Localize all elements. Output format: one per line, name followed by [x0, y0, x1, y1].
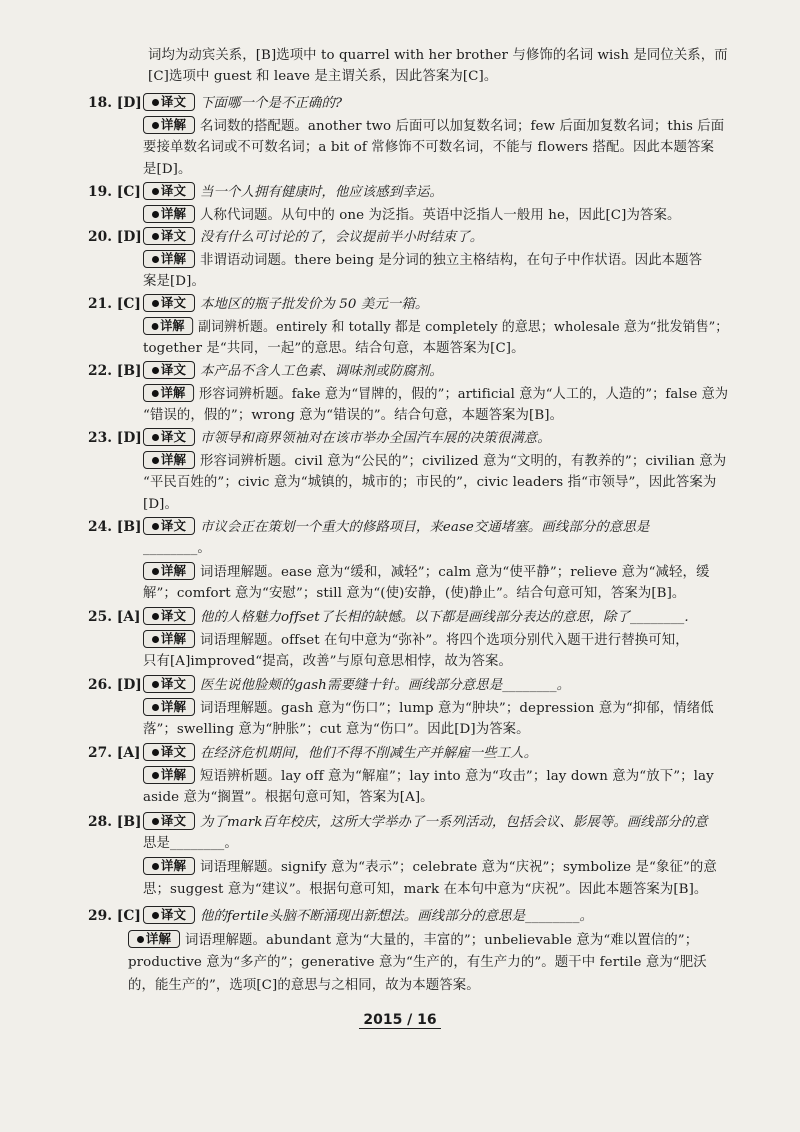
bullet-icon: [152, 211, 159, 218]
answer-number: 24. [B]: [88, 519, 142, 535]
explanation-line: 只有[A]improved“提高，改善”与原句意思相悖，故为答案。: [143, 654, 512, 669]
bullet-icon: [152, 233, 159, 240]
bullet-icon: [152, 613, 159, 620]
translation-line: 译文 为了mark百年校庆，这所大学举办了一系列活动，包括会议、影展等。画线部分的意: [143, 812, 708, 833]
translation-line: 译文 他的fertile头脑不断涌现出新想法。画线部分的意思是________。: [143, 906, 593, 927]
explanation-tag: 详解: [143, 630, 195, 648]
explanation-line: aside 意为“搁置”。根据句意可知，答案为[A]。: [143, 790, 434, 805]
bullet-icon: [152, 912, 159, 919]
explanation-tag: 详解: [128, 930, 180, 948]
bullet-icon: [152, 390, 159, 397]
translation-line: ________。: [143, 541, 211, 556]
translation-line: 译文 市议会正在策划一个重大的修路项目，来ease交通堵塞。画线部分的意思是: [143, 517, 649, 538]
explanation-line: together 是“共同，一起”的意思。结合句意，本题答案为[C]。: [143, 341, 525, 356]
translation-line: 译文 本产品不含人工色素、调味剂或防腐剂。: [143, 361, 443, 382]
translation-tag: 译文: [143, 812, 195, 830]
bullet-icon: [152, 300, 159, 307]
bullet-icon: [152, 681, 159, 688]
answer-number: 28. [B]: [88, 814, 142, 830]
explanation-line: [D]。: [143, 497, 178, 512]
explanation-line: 落”；swelling 意为“肿胀”；cut 意为“伤口”。因此[D]为答案。: [143, 722, 530, 737]
translation-tag: 译文: [143, 93, 195, 111]
bullet-icon: [152, 568, 159, 575]
answer-number: 29. [C]: [88, 908, 141, 924]
page-number: 2015 / 16: [0, 1012, 800, 1028]
explanation-line: 详解 词语理解题。offset 在句中意为“弥补”。将四个选项分别代入题干进行替换可知，: [143, 630, 689, 651]
translation-tag: 译文: [143, 743, 195, 761]
explanation-line: 详解 词语理解题。gash 意为“伤口”；lump 意为“肿块”；depression 意为“抑郁，情绪低: [143, 698, 714, 719]
translation-tag: 译文: [143, 361, 195, 379]
bullet-icon: [152, 704, 159, 711]
explanation-tag: 详解: [143, 116, 195, 134]
translation-line: 译文 医生说他脸颊的gash需要缝十针。画线部分意思是________。: [143, 675, 570, 696]
continuation-line: 词均为动宾关系，[B]选项中 to quarrel with her brother 与修饰的名词 wish 是同位关系，而: [148, 48, 728, 63]
bullet-icon: [152, 99, 159, 106]
translation-line: 译文 市领导和商界领袖对在该市举办全国汽车展的决策很满意。: [143, 428, 551, 449]
explanation-line: 详解 词语理解题。ease 意为“缓和，减轻”；calm 意为“使平静”；relieve 意为“减轻，缓: [143, 562, 710, 583]
answer-number: 25. [A]: [88, 609, 141, 625]
explanation-line: 详解 非谓语动词题。there being 是分词的独立主格结构，在句子中作状语。因此本题答: [143, 250, 702, 271]
bullet-icon: [152, 457, 159, 464]
answer-number: 27. [A]: [88, 745, 141, 761]
translation-line: 译文 在经济危机期间，他们不得不削减生产并解雇一些工人。: [143, 743, 537, 764]
translation-line: 译文 他的人格魅力offset了长相的缺憾。以下都是画线部分表达的意思，除了________.: [143, 607, 689, 628]
translation-tag: 译文: [143, 906, 195, 924]
explanation-line: 详解 短语辨析题。lay off 意为“解雇”；lay into 意为“攻击”；lay down 意为“放下”；lay: [143, 766, 714, 787]
explanation-line: 要接单数名词或不可数名词；a bit of 常修饰不可数名词，不能与 flowers 搭配。因此本题答案: [143, 140, 714, 155]
explanation-tag: 详解: [143, 250, 195, 268]
explanation-line: 详解 词语理解题。signify 意为“表示”；celebrate 意为“庆祝”；symbolize 是“象征”的意: [143, 857, 717, 878]
translation-line: 译文 本地区的瓶子批发价为 50 美元一箱。: [143, 294, 428, 315]
answer-number: 20. [D]: [88, 229, 142, 245]
translation-tag: 译文: [143, 294, 195, 312]
explanation-line: 是[D]。: [143, 162, 192, 177]
translation-tag: 译文: [143, 675, 195, 693]
explanation-line: “平民百姓的”；civic 意为“城镇的，城市的；市民的”，civic leaders 指“市领导”，因此答案为: [143, 475, 717, 490]
bullet-icon: [152, 772, 159, 779]
explanation-tag: 详解: [143, 384, 194, 402]
explanation-tag: 详解: [143, 766, 195, 784]
explanation-line: 的，能生产的”，选项[C]的意思与之相同，故为本题答案。: [128, 978, 480, 993]
translation-line: 译文 没有什么可讨论的了，会议提前半小时结束了。: [143, 227, 483, 248]
explanation-line: 案是[D]。: [143, 274, 205, 289]
answer-number: 18. [D]: [88, 95, 142, 111]
explanation-line: 详解 副词辨析题。entirely 和 totally 都是 completely 的意思；wholesale 意为“批发销售”；: [143, 317, 728, 338]
explanation-line: 详解 名词数的搭配题。another two 后面可以加复数名词；few 后面加复数名词；this 后面: [143, 116, 724, 137]
translation-tag: 译文: [143, 227, 195, 245]
translation-line: 思是________。: [143, 836, 238, 851]
explanation-tag: 详解: [143, 857, 195, 875]
explanation-line: productive 意为“多产的”；generative 意为“生产的，有生产力的”。题干中 fertile 意为“肥沃: [128, 955, 707, 970]
answer-number: 21. [C]: [88, 296, 141, 312]
translation-tag: 译文: [143, 182, 195, 200]
translation-tag: 译文: [143, 428, 195, 446]
translation-line: 译文 当一个人拥有健康时，他应该感到幸运。: [143, 182, 443, 203]
bullet-icon: [152, 636, 159, 643]
explanation-tag: 详解: [143, 698, 195, 716]
bullet-icon: [152, 818, 159, 825]
explanation-tag: 详解: [143, 451, 195, 469]
continuation-line: [C]选项中 guest 和 leave 是主谓关系，因此答案为[C]。: [148, 69, 498, 84]
answer-number: 19. [C]: [88, 184, 141, 200]
explanation-line: 思；suggest 意为“建议”。根据句意可知，mark 在本句中意为“庆祝”。因此本题答案为[B]。: [143, 882, 708, 897]
explanation-tag: 详解: [143, 205, 195, 223]
bullet-icon: [152, 323, 159, 330]
explanation-line: “错误的，假的”；wrong 意为“错误的”。结合句意，本题答案为[B]。: [143, 408, 564, 423]
bullet-icon: [152, 188, 159, 195]
explanation-line: 详解 人称代词题。从句中的 one 为泛指。英语中泛指人一般用 he，因此[C]为答案。: [143, 205, 680, 226]
bullet-icon: [152, 434, 159, 441]
explanation-tag: 详解: [143, 317, 193, 335]
translation-tag: 译文: [143, 607, 195, 625]
bullet-icon: [137, 936, 144, 943]
explanation-line: 详解 形容词辨析题。fake 意为“冒牌的，假的”；artificial 意为“人工的，人造的”；false 意为: [143, 384, 728, 405]
bullet-icon: [152, 863, 159, 870]
explanation-line: 详解 词语理解题。abundant 意为“大量的，丰富的”；unbelievable 意为“难以置信的”；: [128, 930, 698, 951]
answer-number: 26. [D]: [88, 677, 142, 693]
bullet-icon: [152, 749, 159, 756]
bullet-icon: [152, 256, 159, 263]
explanation-line: 解”；comfort 意为“安慰”；still 意为“(使)安静，(使)静止”。结合句意可知，答案为[B]。: [143, 586, 686, 601]
bullet-icon: [152, 367, 159, 374]
explanation-tag: 详解: [143, 562, 195, 580]
answer-number: 22. [B]: [88, 363, 142, 379]
answer-number: 23. [D]: [88, 430, 142, 446]
bullet-icon: [152, 122, 159, 129]
translation-tag: 译文: [143, 517, 195, 535]
bullet-icon: [152, 523, 159, 530]
explanation-line: 详解 形容词辨析题。civil 意为“公民的”；civilized 意为“文明的，有教养的”；civilian 意为: [143, 451, 726, 472]
translation-line: 译文 下面哪一个是不正确的?: [143, 93, 342, 114]
